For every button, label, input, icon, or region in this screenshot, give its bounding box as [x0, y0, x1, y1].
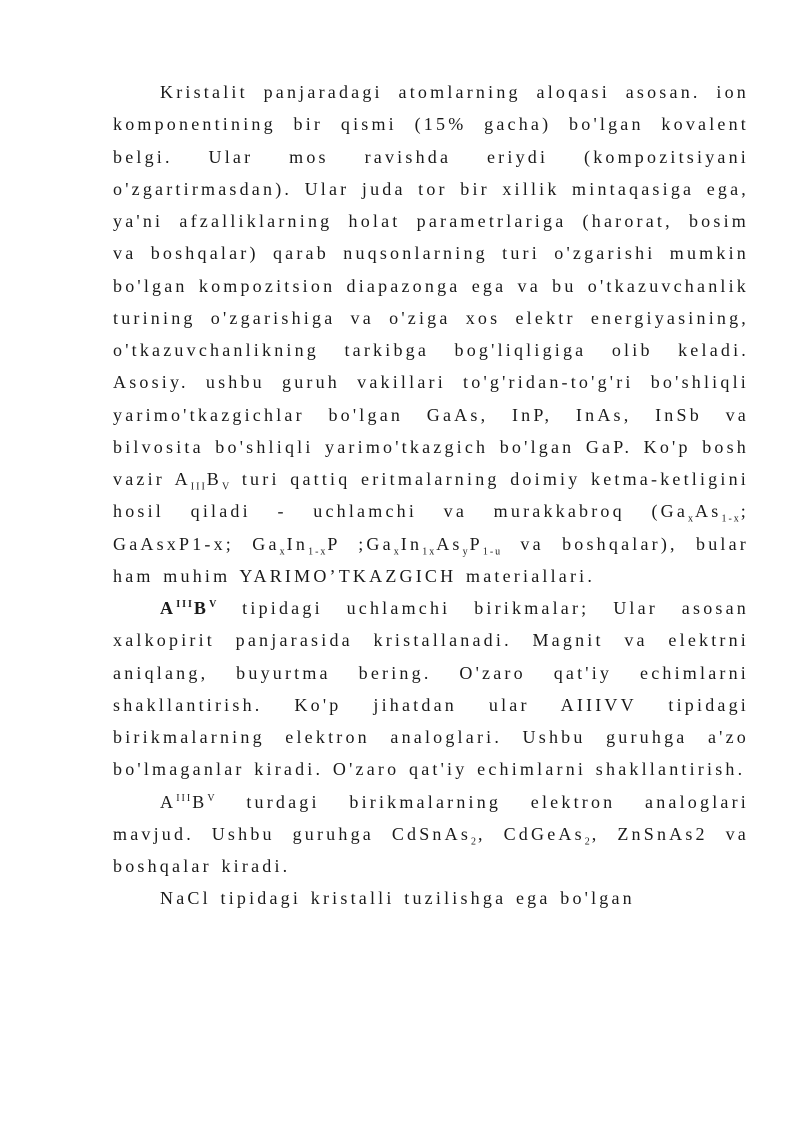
text-run: Kristalit panjaradagi atomlarning aloqasi asosan. ion komponentining bir qismi (15% gacha) bo'lgan kovalent belgi. Ular mos ravishda eriydi (kompozitsiyani o'zgartirmasdan). Ular juda tor bir xillik mintaqasiga ega, ya'ni afzalliklarning holat parametrlariga (harorat, bosim va boshqalar) qarab nuqsonlarning turi o'zgarishi mumkin bo'lgan kompozitsion diapazonga ega va bu o'tkazuvchanlik turining o'zgarishiga va o'ziga xos elektr energiyasining, o'tkazuvchanlikning tarkibga bog'liqligiga olib keladi. Asosiy. ushbu guruh vakillari to'g'ridan-to'g'ri bo'shliqli yarimo'tkazgichlar bo'lgan GaAs, InP, InAs, InSb va bilvosita bo'shliqli yarimo'tkazgich bo'lgan GaP. Ko'p bosh vazir A — [113, 82, 749, 489]
superscript-text: V — [207, 792, 217, 804]
superscript-text: III — [176, 599, 194, 610]
text-run: In — [286, 533, 309, 554]
superscript-text: III — [176, 792, 193, 804]
text-run: B — [206, 469, 223, 489]
subscript-text: III — [190, 481, 207, 493]
text-run: As — [436, 533, 463, 554]
text-run: A — [160, 791, 177, 812]
text-run: P ;Ga — [327, 533, 394, 554]
text-run: turdagi birikmalarning elektron analoglari mavjud. Ushbu guruhga CdSnAs — [113, 791, 749, 844]
subscript-text: 1-x — [308, 546, 328, 558]
text-run: In — [400, 533, 423, 554]
text-run: va boshqalar), bular ham muhim YARIMO’TKAZGICH materiallari. — [113, 533, 749, 586]
subscript-text: 1-u — [482, 546, 503, 558]
text-run: , ZnSnAs2 va boshqalar kiradi. — [113, 823, 749, 876]
subscript-text: x — [688, 513, 696, 525]
text-run: ; GaAsxP1-x; Ga — [113, 501, 749, 554]
paragraph-1 — [113, 76, 749, 592]
text-run: B — [192, 791, 208, 812]
text-run: turi qattiq eritmalarning doimiy ketma-ketligini hosil qiladi - uchlamchi va murakkabroq (Ga — [113, 469, 749, 522]
subscript-text: V — [222, 481, 232, 493]
text-run: B — [193, 598, 210, 618]
subscript-text: x — [279, 546, 287, 558]
subscript-text: 2 — [471, 836, 479, 848]
text-run: A — [160, 598, 177, 618]
subscript-text: x — [393, 546, 401, 558]
text-run: tipidagi uchlamchi birikmalar; Ular asosan xalkopirit panjarasida kristallanadi. Magnit va elektrni aniqlang, buyurtma bering. O'zaro qat'iy echimlarni shakllantirish. Ko'p jihatdan ular AIIIVV tipidagi birikmalarning elektron analoglari. Ushbu guruhga a'zo bo'lmaganlar kiradi. O'zaro qat'iy echimlarni shakllantirish. — [113, 598, 749, 780]
subscript-text: 1x — [422, 546, 437, 558]
subscript-text: 1-x — [721, 513, 741, 525]
subscript-text: y — [462, 546, 470, 558]
paragraph-2 — [113, 592, 749, 786]
text-run: , CdGeAs — [478, 823, 585, 844]
text-run: NaCl tipidagi kristalli tuzilishga ega bo'lgan — [160, 888, 635, 909]
document-page — [113, 76, 749, 915]
text-run: P — [469, 533, 483, 554]
subscript-text: 2 — [584, 836, 592, 848]
paragraph-4 — [113, 882, 749, 914]
text-run: As — [695, 501, 722, 522]
superscript-text: V — [209, 599, 219, 610]
paragraph-3 — [113, 786, 749, 883]
